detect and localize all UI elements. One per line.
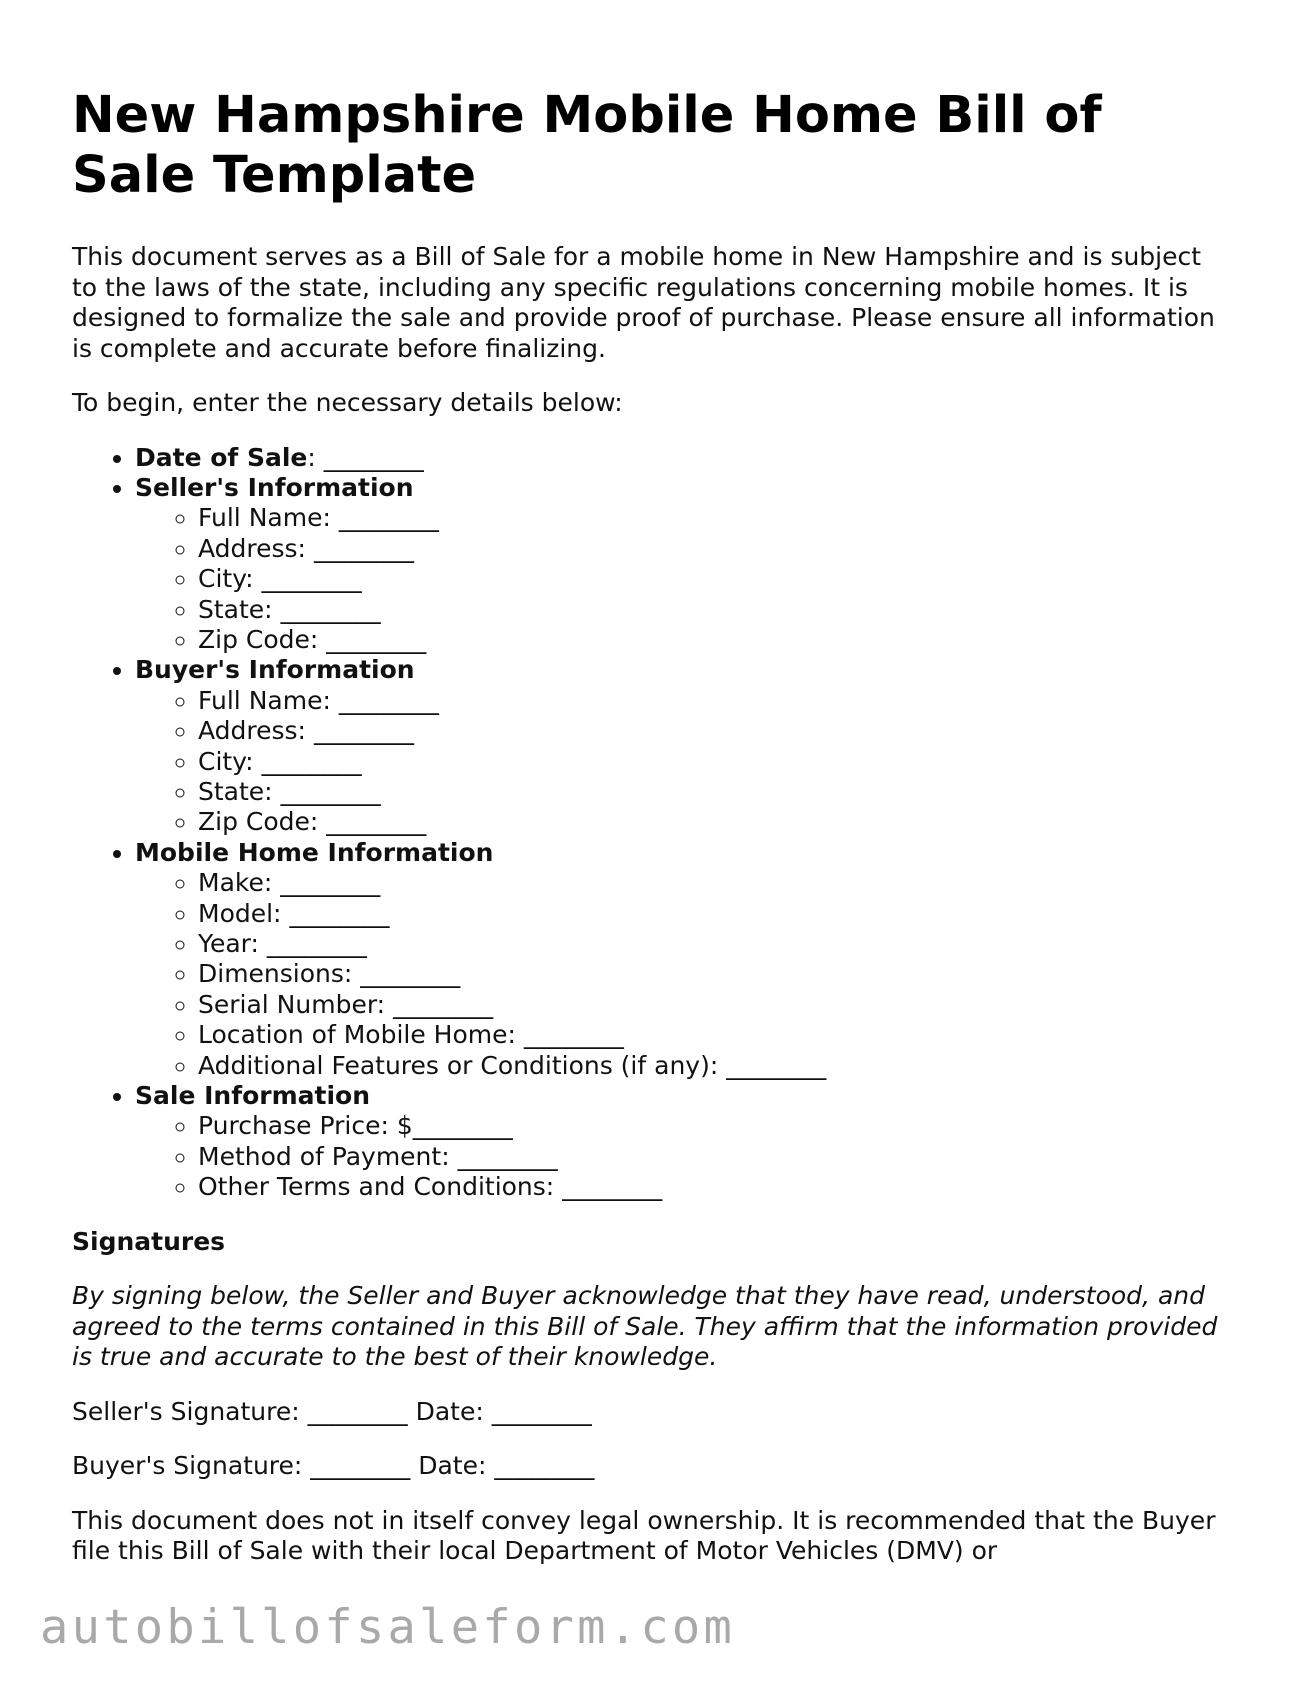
seller-signature-line: [72, 1397, 1232, 1428]
sale-field: ◦ Purchase Price: $________: [198, 1111, 1232, 1141]
mobile-home-field: ◦ Additional Features or Conditions (if any): ________: [198, 1051, 1232, 1081]
site-watermark: autobillofsaleform.com: [40, 1600, 736, 1655]
buyer-field: ◦ City: ________: [198, 747, 1232, 777]
buyer-field: ◦ Address: ________: [198, 716, 1232, 746]
intro-paragraph: This document serves as a Bill of Sale for a mobile home in New Hampshire and is subject to the laws of the state, including any specific regulations concerning mobile homes. It is designed to formalize the sale and provide proof of purchase. Please ensure all information is complete and accurate before finalizing.: [72, 242, 1215, 363]
list-item-sale-info: [135, 1081, 1232, 1203]
buyer-field: ◦ Full Name: ________: [198, 686, 1232, 716]
seller-fields: [135, 503, 1232, 655]
list-item-seller-info: [135, 473, 1232, 655]
sale-field: ◦ Method of Payment: ________: [198, 1142, 1232, 1172]
signatures-acknowledgement: By signing below, the Seller and Buyer acknowledge that they have read, understood, and agreed to the terms contained in this Bill of Sale. They affirm that the information provided is true and accurate to the best of their knowledge.: [72, 1281, 1218, 1372]
buyer-signature-label: Buyer's Signature:: [72, 1451, 303, 1481]
mobile-home-field: ◦ Year: ________: [198, 929, 1232, 959]
date-of-sale-label: Date of Sale: [135, 442, 308, 472]
buyer-signature-blank: ________: [310, 1451, 411, 1481]
mobile-home-field: ◦ Location of Mobile Home: ________: [198, 1020, 1232, 1050]
buyer-info-heading: Buyer's Information: [135, 655, 415, 685]
signatures-heading: Signatures: [72, 1226, 226, 1256]
mobile-home-fields: [135, 868, 1232, 1081]
list-item-mobile-home-info: [135, 838, 1232, 1081]
seller-field: ◦ Address: ________: [198, 534, 1232, 564]
seller-field: ◦ City: ________: [198, 564, 1232, 594]
seller-date-blank: ________: [491, 1396, 592, 1426]
page-title: New Hampshire Mobile Home Bill of Sale Template: [72, 86, 1102, 205]
seller-signature-blank: ________: [307, 1396, 408, 1426]
seller-date-label: Date:: [415, 1396, 484, 1426]
date-of-sale-blank: ________: [323, 442, 424, 472]
details-list: [72, 443, 1232, 1203]
document-page: [72, 86, 1232, 1567]
mobile-home-field: ◦ Model: ________: [198, 899, 1232, 929]
sale-fields: [135, 1111, 1232, 1202]
seller-field: ◦ Full Name: ________: [198, 503, 1232, 533]
mobile-home-field: ◦ Dimensions: ________: [198, 959, 1232, 989]
mobile-home-field: ◦ Serial Number: ________: [198, 990, 1232, 1020]
begin-instruction: To begin, enter the necessary details below:: [72, 388, 623, 417]
mobile-home-field: ◦ Make: ________: [198, 868, 1232, 898]
buyer-field: ◦ State: ________: [198, 777, 1232, 807]
seller-signature-label: Seller's Signature:: [72, 1396, 300, 1426]
buyer-date-blank: ________: [494, 1451, 595, 1481]
list-item-buyer-info: [135, 655, 1232, 837]
seller-info-heading: Seller's Information: [135, 472, 414, 502]
list-item-date-of-sale: • Date of Sale: ________: [135, 443, 1232, 473]
seller-field: ◦ Zip Code: ________: [198, 625, 1232, 655]
seller-field: ◦ State: ________: [198, 595, 1232, 625]
sale-info-heading: Sale Information: [135, 1081, 370, 1111]
mobile-home-info-heading: Mobile Home Information: [135, 837, 494, 867]
buyer-fields: [135, 686, 1232, 838]
closing-paragraph: This document does not in itself convey legal ownership. It is recommended that the Buyer file this Bill of Sale with their local Department of Motor Vehicles (DMV) or: [72, 1505, 1216, 1566]
buyer-signature-line: [72, 1451, 1232, 1482]
buyer-field: ◦ Zip Code: ________: [198, 807, 1232, 837]
sale-field: ◦ Other Terms and Conditions: ________: [198, 1172, 1232, 1202]
buyer-date-label: Date:: [418, 1451, 487, 1481]
